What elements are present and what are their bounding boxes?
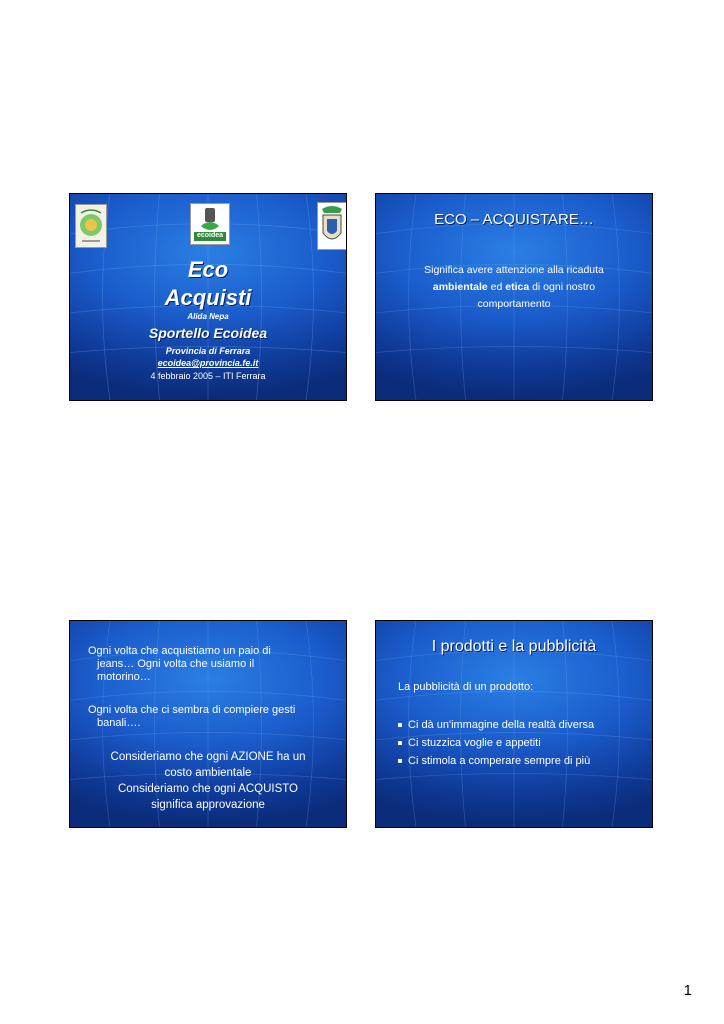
body-line-2	[376, 281, 652, 293]
office-name: Sportello Ecoidea	[148, 325, 268, 341]
logo-right-crest	[317, 202, 347, 250]
logo-left	[75, 204, 107, 248]
centered-line-4: significa approvazione	[151, 799, 265, 811]
bullet-square-icon	[398, 759, 402, 763]
word-ambientale: ambientale	[432, 281, 488, 293]
para1-line2: jeans… Ogni volta che usiamo il	[97, 658, 255, 670]
slide-4-prodotti-pubblicita	[375, 620, 653, 828]
slide-2-eco-acquistare	[375, 193, 653, 401]
bullet-text: Ci stuzzica voglie e appetiti	[408, 737, 541, 749]
slide-3-ogni-volta	[69, 620, 347, 828]
list-item	[398, 734, 594, 752]
slide-title: I prodotti e la pubblicità	[431, 638, 597, 655]
bullet-list	[398, 716, 594, 770]
centered-line-3: Consideriamo che ogni ACQUISTO	[117, 783, 299, 795]
body-line-3: comportamento	[477, 298, 551, 310]
page-number: 1	[683, 982, 692, 999]
para1-line1: Ogni volta che acquistiamo un paio di	[88, 645, 271, 657]
province-name: Provincia di Ferrara	[165, 346, 251, 356]
list-item	[398, 716, 594, 734]
word-ed: ed	[487, 281, 506, 293]
list-item	[398, 752, 594, 770]
bullet-square-icon	[398, 723, 402, 727]
author-name: Alida Nepa	[187, 312, 229, 321]
title-line-2: Acquisti	[164, 285, 252, 310]
title-line-1: Eco	[187, 257, 229, 282]
logo-center-ecoidea	[190, 203, 230, 245]
bullet-text: Ci dà un'immagine della realtà diversa	[408, 719, 595, 731]
logo-center-text: ecoidea	[196, 232, 224, 239]
email-link[interactable]: ecoidea@provincia.fe.it	[157, 358, 259, 368]
word-rest: di ogni nostro	[529, 281, 596, 293]
word-etica: etica	[505, 281, 530, 293]
intro-text: La pubblicità di un prodotto:	[398, 681, 534, 693]
para2-line2: banali….	[97, 717, 141, 729]
slide-title: ECO – ACQUISTARE…	[434, 211, 594, 228]
centered-line-2: costo ambientale	[164, 767, 252, 779]
bullet-text: Ci stimola a comperare sempre di più	[408, 755, 591, 767]
date-place: 4 febbraio 2005 – ITI Ferrara	[150, 371, 266, 381]
body-line-1: Significa avere attenzione alla ricaduta	[424, 264, 604, 276]
slide-1-title	[69, 193, 347, 401]
para1-line3: motorino…	[97, 671, 151, 683]
centered-line-1: Consideriamo che ogni AZIONE ha un	[110, 751, 306, 763]
bullet-square-icon	[398, 741, 402, 745]
para2-line1: Ogni volta che ci sembra di compiere gesti	[88, 704, 296, 716]
